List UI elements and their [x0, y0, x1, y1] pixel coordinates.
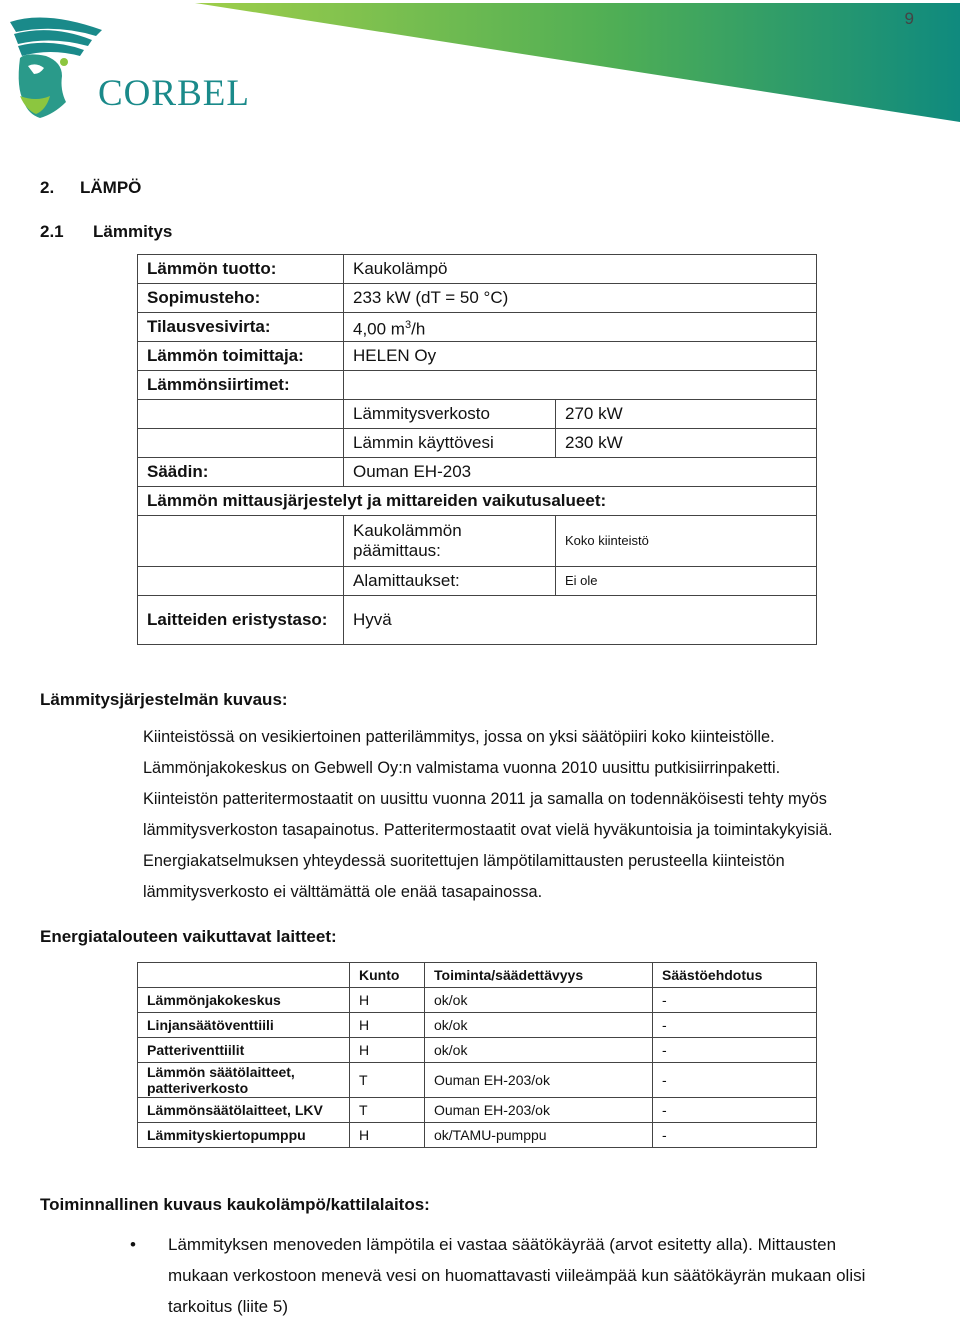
empty-cell	[138, 567, 344, 596]
device-name: Lämmityskiertopumppu	[138, 1123, 350, 1148]
device-suggestion: -	[653, 1013, 817, 1038]
functional-title: Toiminnallinen kuvaus kaukolämpö/kattilalaitos:	[40, 1195, 430, 1214]
device-condition: H	[350, 1123, 425, 1148]
table-header-row	[138, 963, 817, 988]
description-line: Kiinteistössä on vesikiertoinen patterilämmitys, jossa on yksi säätöpiiri koko kiinteistölle.	[143, 728, 775, 746]
device-function: Ouman EH-203/ok	[425, 1098, 653, 1123]
exchanger-name: Lämmin käyttövesi	[344, 429, 556, 458]
heading-1-title: LÄMPÖ	[80, 178, 142, 197]
flow-value: 4,00 m	[353, 319, 405, 339]
empty-cell	[138, 516, 344, 567]
insulation-label: Laitteiden eristystaso:	[138, 596, 344, 645]
device-function: ok/ok	[425, 988, 653, 1013]
metering-area: Ei ole	[556, 567, 817, 596]
device-name: Lämmönsäätölaitteet, LKV	[138, 1098, 350, 1123]
row-label: Tilausvesivirta:	[138, 313, 344, 342]
bullet-line: mukaan verkostoon menevä vesi on huomattavasti viileämpää kun säätökäyrän mukaan olisi	[168, 1266, 866, 1285]
table-row	[138, 400, 817, 429]
heating-info-table	[137, 254, 817, 645]
exchanger-name: Lämmitysverkosto	[344, 400, 556, 429]
device-condition: H	[350, 1038, 425, 1063]
row-value: HELEN Oy	[344, 342, 817, 371]
logo-text: CORBEL	[98, 73, 250, 114]
table-row	[138, 458, 817, 487]
device-condition: T	[350, 1063, 425, 1098]
row-value: Kaukolämpö	[344, 255, 817, 284]
exchanger-power: 230 kW	[556, 429, 817, 458]
column-header	[138, 963, 350, 988]
row-label: Lämmönsiirtimet:	[138, 371, 344, 400]
device-name: Patteriventtiilit	[138, 1038, 350, 1063]
device-condition: T	[350, 1098, 425, 1123]
controller-value: Ouman EH-203	[344, 458, 817, 487]
row-label: Sopimusteho:	[138, 284, 344, 313]
heading-2	[40, 222, 172, 242]
devices-table	[137, 962, 817, 1148]
table-row	[138, 487, 817, 516]
device-function: ok/ok	[425, 1013, 653, 1038]
row-value	[344, 371, 817, 400]
bullet-item	[130, 1229, 920, 1322]
table-row	[138, 429, 817, 458]
heading-1-number: 2.	[40, 178, 55, 197]
device-function: Ouman EH-203/ok	[425, 1063, 653, 1098]
table-row	[138, 1063, 817, 1098]
empty-cell	[138, 400, 344, 429]
description-line: Kiinteistön patteritermostaatit on uusittu vuonna 2011 ja samalla on todennäköisesti tehty myös	[143, 790, 827, 808]
metering-area: Koko kiinteistö	[556, 516, 817, 567]
column-header: Toiminta/säädettävyys	[425, 963, 653, 988]
metering-header: Lämmön mittausjärjestelyt ja mittareiden vaikutusalueet:	[138, 487, 817, 516]
table-row	[138, 313, 817, 342]
device-name: Linjansäätöventtiili	[138, 1013, 350, 1038]
table-row	[138, 567, 817, 596]
insulation-value: Hyvä	[344, 596, 817, 645]
row-label: Lämmön toimittaja:	[138, 342, 344, 371]
flow-exponent: 3	[404, 318, 412, 331]
table-row	[138, 1098, 817, 1123]
row-value	[344, 313, 817, 342]
table-row	[138, 1038, 817, 1063]
device-suggestion: -	[653, 1098, 817, 1123]
table-row	[138, 1013, 817, 1038]
table-row	[138, 988, 817, 1013]
column-header: Kunto	[350, 963, 425, 988]
corbel-logo	[6, 10, 250, 122]
exchanger-power: 270 kW	[556, 400, 817, 429]
devices-title: Energiatalouteen vaikuttavat laitteet:	[40, 927, 337, 946]
device-function: ok/ok	[425, 1038, 653, 1063]
row-label: Lämmön tuotto:	[138, 255, 344, 284]
device-suggestion: -	[653, 1038, 817, 1063]
column-header: Säästöehdotus	[653, 963, 817, 988]
table-row	[138, 516, 817, 567]
device-condition: H	[350, 988, 425, 1013]
table-row	[138, 371, 817, 400]
table-row	[138, 255, 817, 284]
description-line: Lämmönjakokeskus on Gebwell Oy:n valmistama vuonna 2010 uusittu putkisiirrinpaketti.	[143, 759, 781, 777]
metering-name: Alamittaukset:	[344, 567, 556, 596]
description-title: Lämmitysjärjestelmän kuvaus:	[40, 690, 288, 709]
heading-2-title: Lämmitys	[93, 222, 173, 241]
table-row	[138, 1123, 817, 1148]
description-line: Energiakatselmuksen yhteydessä suoritettujen lämpötilamittausten perusteella kiinteistön	[143, 852, 785, 870]
metering-name: Kaukolämmön päämittaus:	[344, 516, 556, 567]
description-line: lämmitysverkoston tasapainotus. Patteritermostaatit ovat vielä hyväkuntoisia ja toimintakykyisiä.	[143, 821, 833, 839]
bullet-line: Lämmityksen menoveden lämpötila ei vastaa säätökäyrää (arvot esitetty alla). Mittausten	[168, 1235, 837, 1254]
device-condition: H	[350, 1013, 425, 1038]
table-row	[138, 596, 817, 645]
row-value: 233 kW (dT = 50 °C)	[344, 284, 817, 313]
bullet-symbol: •	[130, 1235, 136, 1254]
flow-unit-tail: /h	[411, 319, 426, 339]
heading-1	[40, 178, 141, 198]
helmet-head-icon	[6, 10, 106, 122]
description-line: lämmitysverkosto ei välttämättä ole enää tasapainossa.	[143, 883, 543, 901]
controller-label: Säädin:	[138, 458, 344, 487]
device-function: ok/TAMU-pumppu	[425, 1123, 653, 1148]
device-name: Lämmön säätölaitteet, patteriverkosto	[138, 1063, 350, 1098]
table-row	[138, 284, 817, 313]
description-text	[143, 722, 923, 908]
empty-cell	[138, 429, 344, 458]
device-suggestion: -	[653, 988, 817, 1013]
device-suggestion: -	[653, 1063, 817, 1098]
device-name: Lämmönjakokeskus	[138, 988, 350, 1013]
heading-2-number: 2.1	[40, 222, 64, 241]
table-row	[138, 342, 817, 371]
page-number: 9	[904, 9, 914, 28]
device-suggestion: -	[653, 1123, 817, 1148]
bullet-line: tarkoitus (liite 5)	[168, 1297, 288, 1316]
